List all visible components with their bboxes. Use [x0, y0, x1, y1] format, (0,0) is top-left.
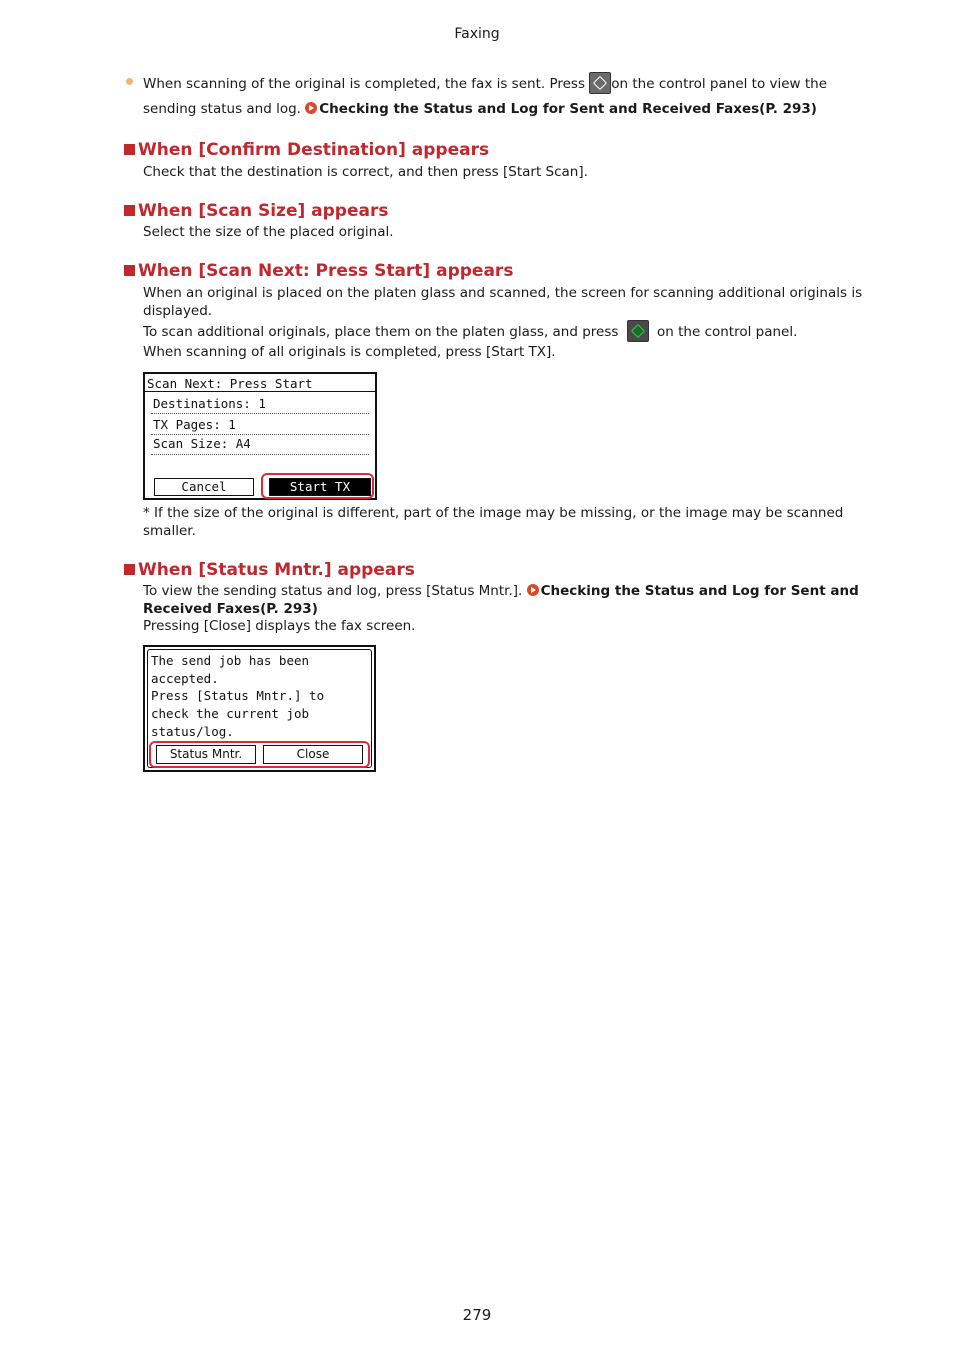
status-body-2: Pressing [Close] displays the fax screen.: [143, 618, 416, 634]
intro-text-b: on the control panel to view the: [611, 76, 828, 92]
lcd-title: Scan Next: Press Start: [147, 376, 313, 391]
scan-next-text-b: on the control panel.: [657, 324, 798, 340]
status-log-link-2-cont[interactable]: Received Faxes(P. 293): [143, 601, 318, 617]
status-body-1: [143, 582, 859, 600]
cancel-button[interactable]: Cancel: [154, 478, 254, 496]
heading-square-icon: [124, 144, 135, 155]
scan-next-note: * If the size of the original is different, part of the image may be missing, or the image may be scanned smaller.: [143, 505, 844, 539]
lcd-message-line: status/log.: [151, 724, 234, 739]
confirm-body: Check that the destination is correct, and then press [Start Scan].: [143, 164, 588, 180]
lcd-title-divider: [145, 391, 375, 392]
start-button-icon: [627, 320, 649, 342]
heading-text: When [Scan Size] appears: [138, 201, 389, 221]
start-tx-button[interactable]: Start TX: [269, 478, 371, 496]
scan-next-text-a: To scan additional originals, place them on the platen glass, and press: [143, 324, 619, 340]
status-monitor-button-icon: [589, 72, 611, 94]
close-button[interactable]: Close: [263, 745, 363, 764]
scan-next-body-1: When an original is placed on the platen glass and scanned, the screen for scanning additional originals is displayed.: [143, 285, 863, 319]
scan-next-body-2: [143, 320, 797, 342]
status-log-link-2[interactable]: Checking the Status and Log for Sent and: [540, 583, 859, 599]
heading-scan-size: [124, 201, 388, 221]
link-arrow-icon: [305, 102, 317, 114]
page-number: 279: [462, 1306, 492, 1324]
lcd-row-scan-size: Scan Size: A4: [153, 436, 251, 451]
heading-square-icon: [124, 564, 135, 575]
page-header: Faxing: [454, 26, 500, 42]
lcd-divider: [151, 434, 369, 435]
lcd-message-line: check the current job: [151, 706, 310, 721]
lcd-divider: [151, 413, 369, 414]
bullet-dot: [126, 78, 133, 85]
status-log-link[interactable]: Checking the Status and Log for Sent and Received Faxes(P. 293): [319, 101, 817, 117]
lcd-row-destinations: Destinations: 1: [153, 396, 266, 411]
lcd-divider: [151, 454, 369, 455]
lcd-message-line: accepted.: [151, 671, 219, 686]
lcd-scan-next-screen: [143, 372, 377, 500]
lcd-message-line: The send job has been: [151, 653, 310, 668]
status-text-a: To view the sending status and log, press [Status Mntr.].: [143, 583, 523, 599]
intro-line-2: [143, 100, 817, 118]
heading-square-icon: [124, 205, 135, 216]
heading-scan-next: [124, 261, 513, 281]
scan-next-body-3: When scanning of all originals is completed, press [Start TX].: [143, 344, 556, 360]
intro-text-a: When scanning of the original is completed, the fax is sent. Press: [143, 76, 585, 92]
heading-status-mntr: [124, 560, 415, 580]
heading-text: When [Status Mntr.] appears: [138, 560, 415, 580]
lcd-send-accepted-screen: [143, 645, 376, 772]
intro-text-c: sending status and log.: [143, 101, 301, 117]
scan-size-body: Select the size of the placed original.: [143, 224, 394, 240]
intro-line-1: [143, 72, 827, 94]
heading-text: When [Scan Next: Press Start] appears: [138, 261, 514, 281]
link-arrow-icon: [527, 584, 539, 596]
heading-square-icon: [124, 265, 135, 276]
lcd-message-line: Press [Status Mntr.] to: [151, 688, 325, 703]
status-mntr-button[interactable]: Status Mntr.: [156, 745, 256, 764]
heading-confirm-destination: [124, 140, 489, 160]
lcd-row-tx-pages: TX Pages: 1: [153, 417, 236, 432]
heading-text: When [Confirm Destination] appears: [138, 140, 490, 160]
